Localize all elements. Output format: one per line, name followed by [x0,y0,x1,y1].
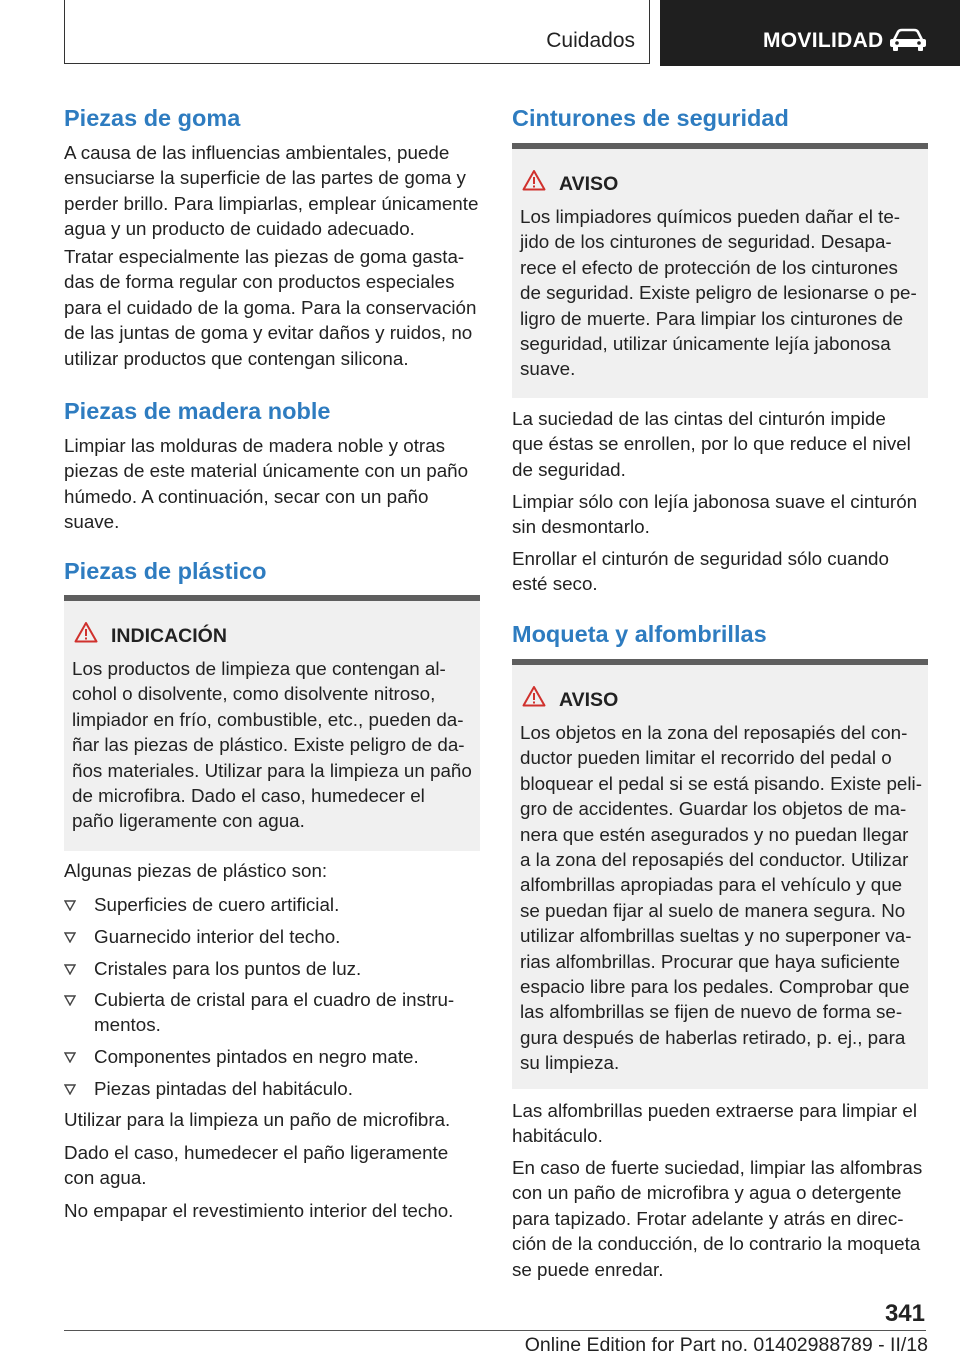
belts-paragraph-2: Limpiar sólo con lejía jabonosa suave el cinturón sin desmontarlo. [512,491,918,538]
car-icon [888,28,928,52]
warning-triangle-icon [522,685,546,707]
footer-divider [64,1330,926,1331]
header-chapter-box [660,0,960,66]
belts-paragraph-1: La suciedad de las cintas del cinturón impide que éstas se enrollen, por lo que reduce el nivel de seguridad. [512,408,911,480]
plastic-paragraph-after-3: No empapar el revestimiento interior del techo. [64,1200,454,1221]
carpet-paragraph-2: En caso de fuerte suciedad, limpiar las alfombras con un paño de microfibra y agua o detergente para tapizado. Frotar adelante y atrás en direc- ción de la conducción, de lo contrario la moqueta se puede enredar. [512,1157,923,1280]
rubber-paragraph-2: Tratar especialmente las piezas de goma gasta- das de forma regular con productos especiales para el cuidado de la goma. Para la conservación de las juntas de goma y evitar daños y ruidos, no utilizar productos que contengan silicona. [64,246,477,369]
footer-edition-text: Online Edition for Part no. 01402988789 - II/18 [524,1334,928,1356]
triangle-bullet-icon [64,932,76,943]
notice-title: AVISO [559,173,619,195]
heading-seat-belts: Cinturones de seguridad [512,105,789,131]
heading-carpet-mats: Moqueta y alfombrillas [512,621,767,647]
notice-top-bar [512,659,928,665]
notice-title: AVISO [559,689,619,711]
plastic-paragraph-after-1: Utilizar para la limpieza un paño de microfibra. [64,1109,451,1130]
triangle-bullet-icon [64,900,76,911]
heading-rubber-parts: Piezas de goma [64,105,241,131]
heading-plastic-parts: Piezas de plástico [64,558,267,584]
notice-body: Los objetos en la zona del reposapiés del con- ductor pueden limitar el recorrido del pedal o bloquear el pedal si se está pisando. Existe peli- gro de accidentes. Guardar los objetos de ma- nera que estén asegurados y no puedan llegar a la zona del reposapiés del conductor. Utilizar alfombrillas apropiadas para el vehículo y que se puedan fijar al suelo de manera segura. No utilizar alfombrillas sueltas y no superponer va- rias alfombrillas. Procurar que haya suficiente espacio libre para los pedales. Comprobar que las alfombrillas se fijen de nuevo de forma se- gura después de haberlas retirado, p. ej., para su limpieza. [520,722,922,1074]
notice-top-bar [512,143,928,149]
belts-paragraph-3: Enrollar el cinturón de seguridad sólo cuando esté seco. [512,548,889,595]
notice-title: INDICACIÓN [111,625,227,647]
triangle-bullet-icon [64,1052,76,1063]
warning-triangle-icon [522,169,546,191]
section-label: Cuidados [546,29,635,52]
notice-body: Los limpiadores químicos pueden dañar el te- jido de los cinturones de seguridad. Desapa- rece el efecto de protección de los cinturones de seguridad. Existe peligro de lesionarse o pe- ligro de muerte. Para limpiar los cinturones de seguridad, utilizar únicamente lejía jabonosa suave. [520,206,917,380]
triangle-bullet-icon [64,995,76,1006]
carpet-paragraph-1: Las alfombrillas pueden extraerse para limpiar el habitáculo. [512,1100,918,1147]
notice-box-aviso-belts [512,143,928,398]
header-section-box [64,0,650,64]
notice-box-indicacion [64,595,480,851]
wood-paragraph: Limpiar las molduras de madera noble y otras piezas de este material únicamente con un paño húmedo. A continuación, secar con un paño suave. [64,435,469,533]
warning-triangle-icon [74,621,98,643]
triangle-bullet-icon [64,964,76,975]
rubber-paragraph-1: A causa de las influencias ambientales, puede ensuciarse la superficie de las partes de goma y perder brillo. Para limpiarlas, emplear únicamente agua y un producto de cuidado adecuado. [64,142,479,240]
notice-box-aviso-carpet [512,659,928,1089]
notice-top-bar [64,595,480,601]
notice-body: Los productos de limpieza que contengan al- cohol o disolvente, como disolvente nitroso, limpiador en frío, combustible, etc., pueden da- ñar las piezas de plástico. Existe peligro de da- ños materiales. Utilizar para la limpieza un paño de microfibra. Dado el caso, humedecer el paño ligeramente con agua. [72,658,472,832]
chapter-label: MOVILIDAD [763,29,884,52]
triangle-bullet-icon [64,1084,76,1095]
plastic-intro: Algunas piezas de plástico son: [64,860,328,881]
page-number: 341 [884,1300,925,1327]
heading-wood-parts: Piezas de madera noble [64,398,331,424]
plastic-paragraph-after-2: Dado el caso, humedecer el paño ligeramente con agua. [64,1142,449,1189]
